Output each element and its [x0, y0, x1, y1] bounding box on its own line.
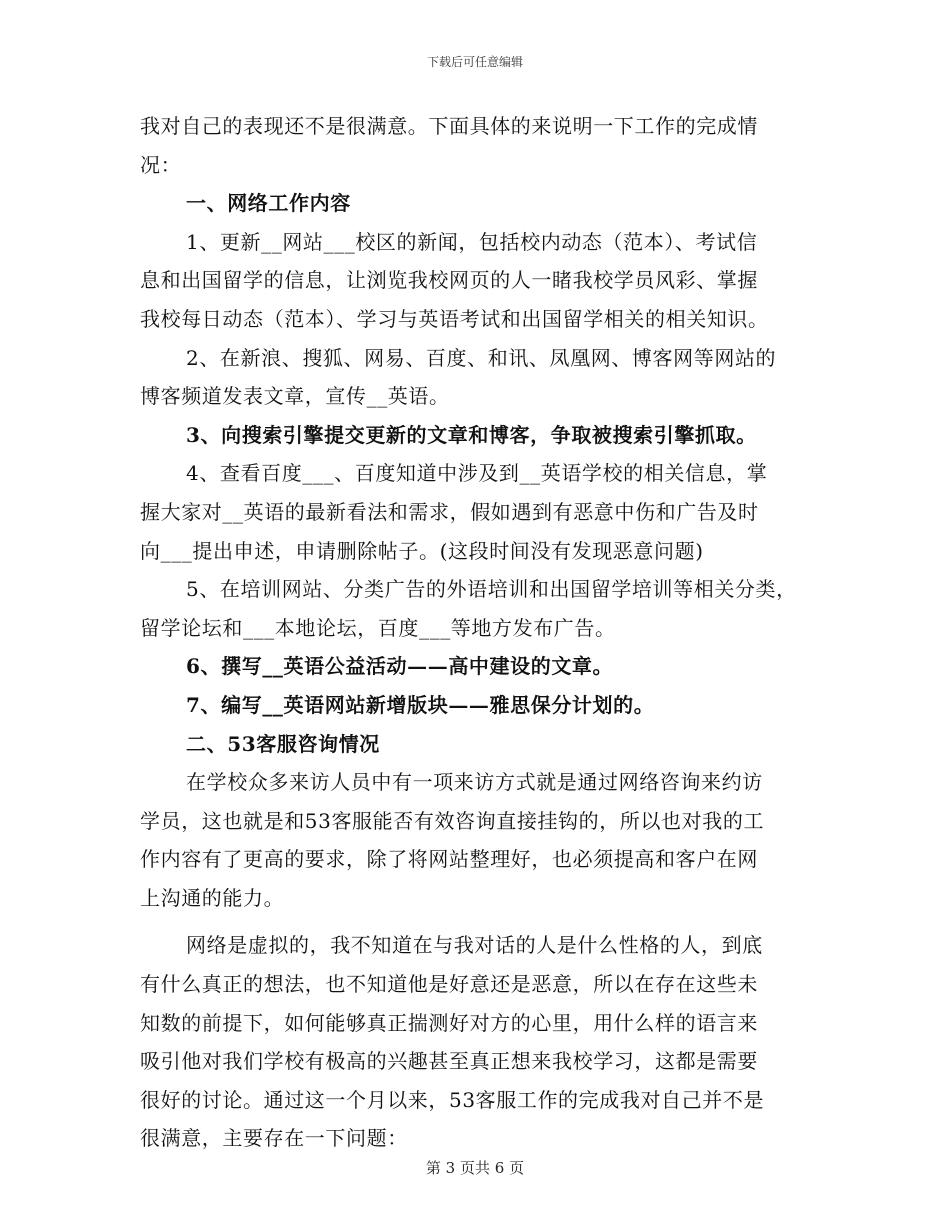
section-heading: 二、53客服咨询情况	[186, 731, 380, 756]
bold-list-item: 7、编写__英语网站新增版块——雅思保分计划的。	[186, 692, 655, 717]
paragraph-line: 我对自己的表现还不是很满意。下面具体的来说明一下工作的完成情	[140, 114, 758, 138]
paragraph-line: 留学论坛和___本地论坛，百度___等地方发布广告。	[140, 615, 616, 640]
page-number: 第 3 页共 6 页	[425, 1159, 525, 1177]
paragraph-line: 很满意，主要存在一下问题：	[140, 1126, 408, 1151]
paragraph-line: 吸引他对我们学校有极高的兴趣甚至真正想来我校学习，这都是需要	[140, 1049, 758, 1074]
paragraph-line: 况：	[140, 152, 182, 177]
page-header: 下载后可任意编辑	[426, 55, 523, 69]
bold-list-item: 6、撰写__英语公益活动——高中建设的文章。	[186, 654, 614, 679]
paragraph-line: 博客频道发表文章，宣传__英语。	[140, 384, 450, 409]
paragraph-line: 向___提出申述，申请删除帖子。(这段时间没有发现恶意问题)	[140, 538, 704, 563]
document-body	[140, 107, 820, 1158]
section-heading: 一、网络工作内容	[186, 191, 351, 216]
paragraph-line: 2、在新浪、搜狐、网易、百度、和讯、凤凰网、博客网等网站的	[186, 345, 777, 370]
paragraph-line: 很好的讨论。通过这一个月以来，53客服工作的完成我对自己并不是	[140, 1087, 765, 1112]
paragraph-line: 学员，这也就是和53客服能否有效咨询直接挂钩的，所以也对我的工	[140, 808, 765, 833]
paragraph-line: 作内容有了更高的要求，除了将网站整理好，也必须提高和客户在网	[140, 847, 758, 872]
paragraph-line: 上沟通的能力。	[140, 885, 285, 910]
paragraph-line: 1、更新__网站___校区的新闻，包括校内动态（范本）、考试信	[186, 229, 758, 254]
paragraph-gap	[140, 917, 820, 926]
paragraph-line: 5、在培训网站、分类广告的外语培训和出国留学培训等相关分类，	[186, 577, 797, 602]
paragraph-line: 在学校众多来访人员中有一项来访方式就是通过网络咨询来约访	[186, 770, 763, 795]
paragraph-line: 知数的前提下，如何能够真正揣测好对方的心里，用什么样的语言来	[140, 1010, 758, 1035]
paragraph-line: 网络是虚拟的，我不知道在与我对话的人是什么性格的人，到底	[186, 933, 763, 958]
paragraph-line: 4、查看百度___、百度知道中涉及到__英语学校的相关信息，掌	[186, 461, 768, 486]
paragraph-line: 我校每日动态（范本）、学习与英语考试和出国留学相关的相关知识。	[140, 306, 769, 331]
paragraph-line: 握大家对__英语的最新看法和需求，假如遇到有恶意中伤和广告及时	[140, 499, 759, 524]
paragraph-line: 有什么真正的想法，也不知道他是好意还是恶意，所以在存在这些未	[140, 972, 758, 997]
bold-list-item: 3、向搜索引擎提交更新的文章和博客，争取被搜索引擎抓取。	[186, 422, 757, 447]
paragraph-line: 息和出国留学的信息，让浏览我校网页的人一睹我校学员风彩、掌握	[140, 268, 758, 293]
